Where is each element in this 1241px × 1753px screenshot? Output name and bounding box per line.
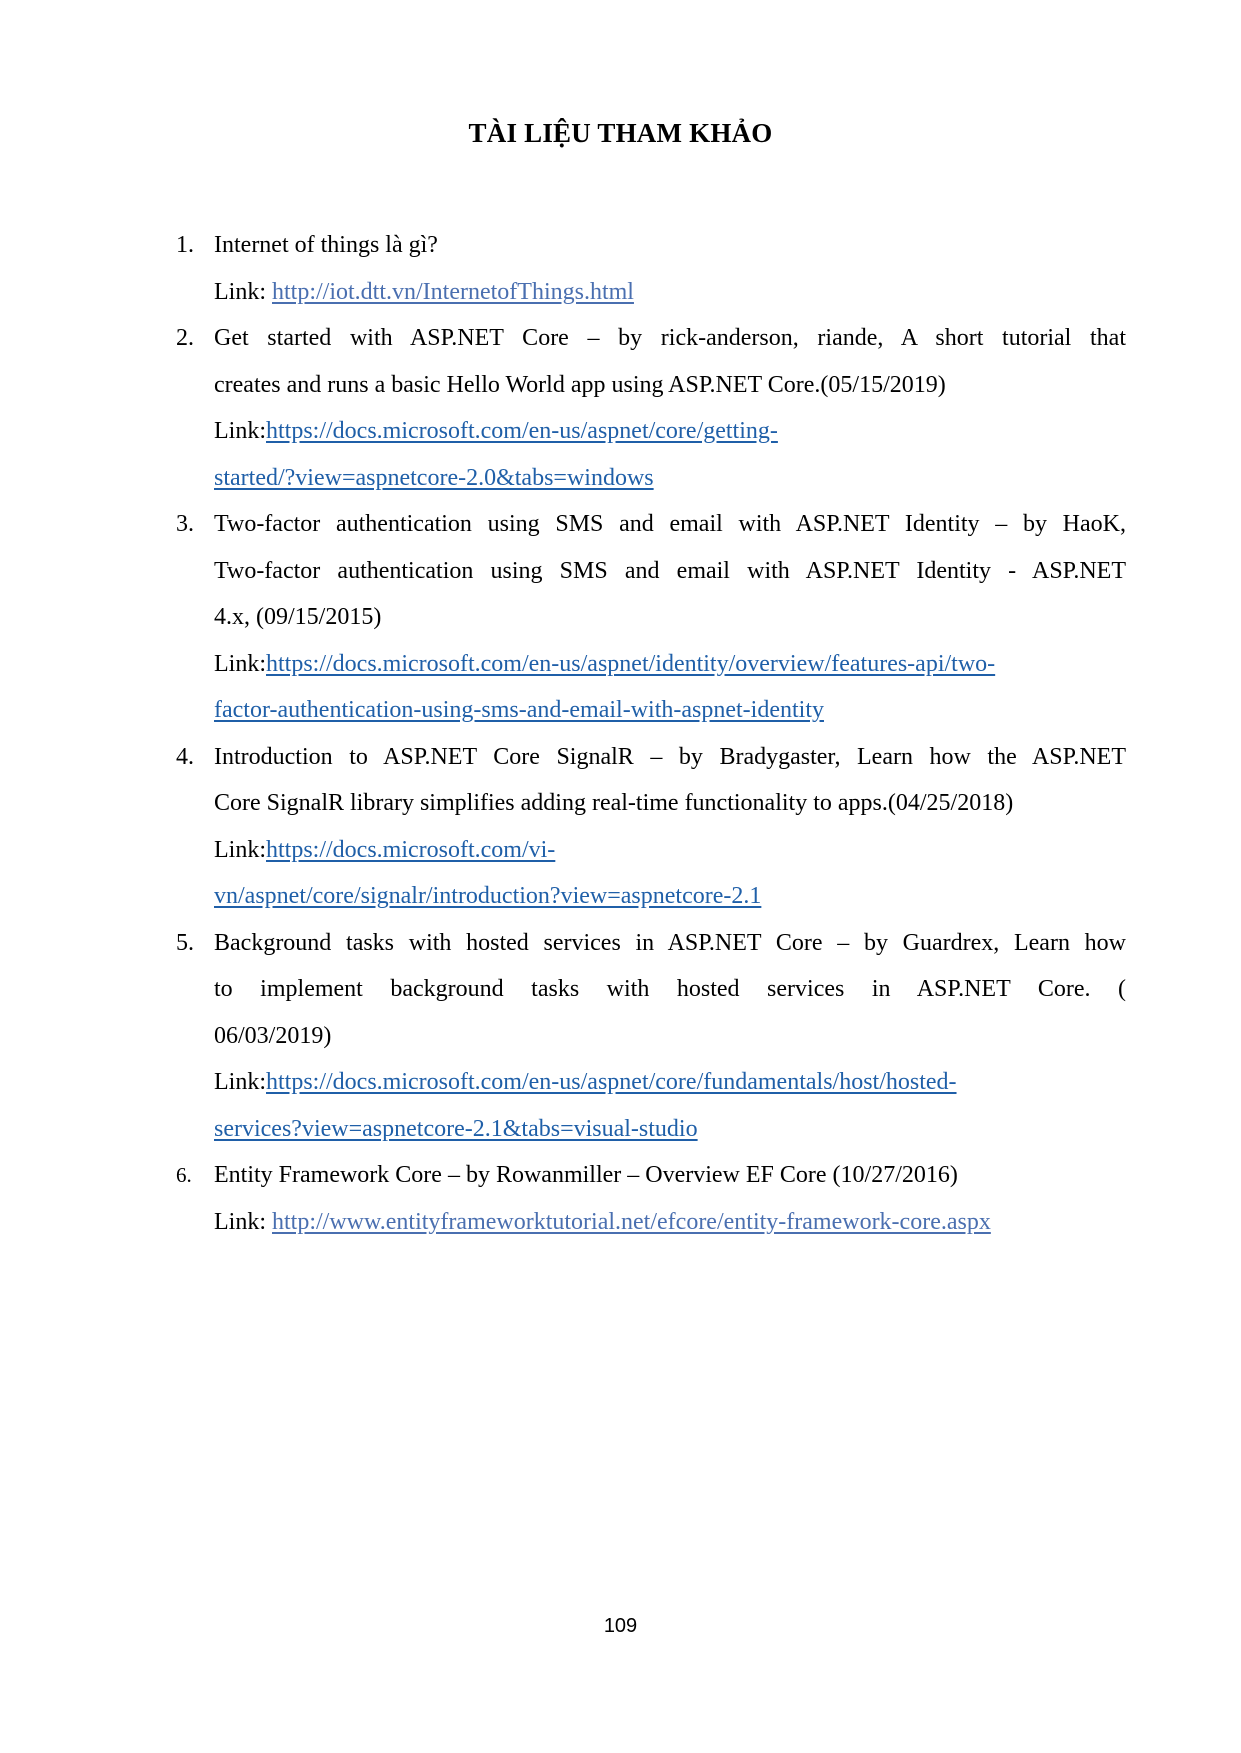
reference-list [176,222,1126,1245]
reference-text: Get started with ASP.NET Core – by rick-anderson, riande, A short tutorial that [214,325,1126,351]
reference-text: 06/03/2019) [214,1022,332,1049]
reference-link[interactable]: https://docs.microsoft.com/en-us/aspnet/core/getting- [266,418,778,444]
link-label: Link: [214,418,266,444]
reference-item-3 [176,501,1126,734]
reference-link-line [214,873,1126,920]
reference-text: Two-factor authentication using SMS and email with ASP.NET Identity – by HaoK, [214,511,1126,537]
reference-item-4 [176,734,1126,920]
reference-item-6 [176,1152,1126,1245]
reference-item-1 [176,222,1126,315]
reference-number: 1. [176,232,194,258]
reference-link-line [214,687,1126,734]
reference-link-line [214,641,1126,688]
reference-text: Entity Framework Core – by Rowanmiller – Overview EF Core (10/27/2016) [214,1162,958,1188]
reference-link-line [214,1106,1126,1153]
reference-text: to implement background tasks with hosted services in ASP.NET Core. ( [214,976,1126,1002]
reference-text: Introduction to ASP.NET Core SignalR – by Bradygaster, Learn how the ASP.NET [214,743,1126,770]
page-title: TÀI LIỆU THAM KHẢO [468,118,773,148]
reference-number: 6. [176,1163,192,1187]
link-label: Link: [214,1208,272,1235]
link-label: Link: [214,836,266,863]
link-label: Link: [214,278,272,305]
reference-item-5 [176,920,1126,1153]
reference-link-continued[interactable]: factor-authentication-using-sms-and-email-with-aspnet-identity [214,697,824,723]
reference-item-2 [176,315,1126,501]
reference-link-line [214,827,1126,874]
reference-text: creates and runs a basic Hello World app using ASP.NET Core.(05/15/2019) [214,371,946,398]
reference-text: Two-factor authentication using SMS and email with ASP.NET Identity - ASP.NET [214,557,1126,584]
reference-text: Background tasks with hosted services in ASP.NET Core – by Guardrex, Learn how [214,929,1126,956]
reference-number: 2. [176,325,194,351]
reference-text: Internet of things là gì? [214,232,438,258]
link-label: Link: [214,650,266,677]
reference-text: 4.x, (09/15/2015) [214,604,382,630]
reference-number: 5. [176,929,194,956]
reference-number: 4. [176,743,194,770]
reference-link-continued[interactable]: started/?view=aspnetcore-2.0&tabs=windows [214,464,654,491]
page-number: 109 [603,1615,638,1637]
reference-link[interactable]: https://docs.microsoft.com/en-us/aspnet/identity/overview/features-api/two- [266,650,996,677]
reference-link[interactable]: https://docs.microsoft.com/en-us/aspnet/core/fundamentals/host/hosted- [266,1069,957,1095]
reference-link-line [214,455,1126,502]
reference-number: 3. [176,511,194,537]
reference-link-continued[interactable]: vn/aspnet/core/signalr/introduction?view=aspnetcore-2.1 [214,883,762,909]
reference-link-continued[interactable]: services?view=aspnetcore-2.1&tabs=visual-studio [214,1115,698,1142]
reference-link[interactable]: https://docs.microsoft.com/vi- [266,836,556,863]
reference-link[interactable]: http://iot.dtt.vn/InternetofThings.html [272,278,634,305]
reference-link-line [214,1199,1126,1246]
link-label: Link: [214,1069,266,1095]
reference-text: Core SignalR library simplifies adding real-time functionality to apps.(04/25/2018) [214,790,1014,816]
reference-link-line [214,1059,1126,1106]
reference-link-line [214,269,1126,316]
reference-link[interactable]: http://www.entityframeworktutorial.net/efcore/entity-framework-core.aspx [272,1208,991,1235]
reference-link-line [214,408,1126,455]
